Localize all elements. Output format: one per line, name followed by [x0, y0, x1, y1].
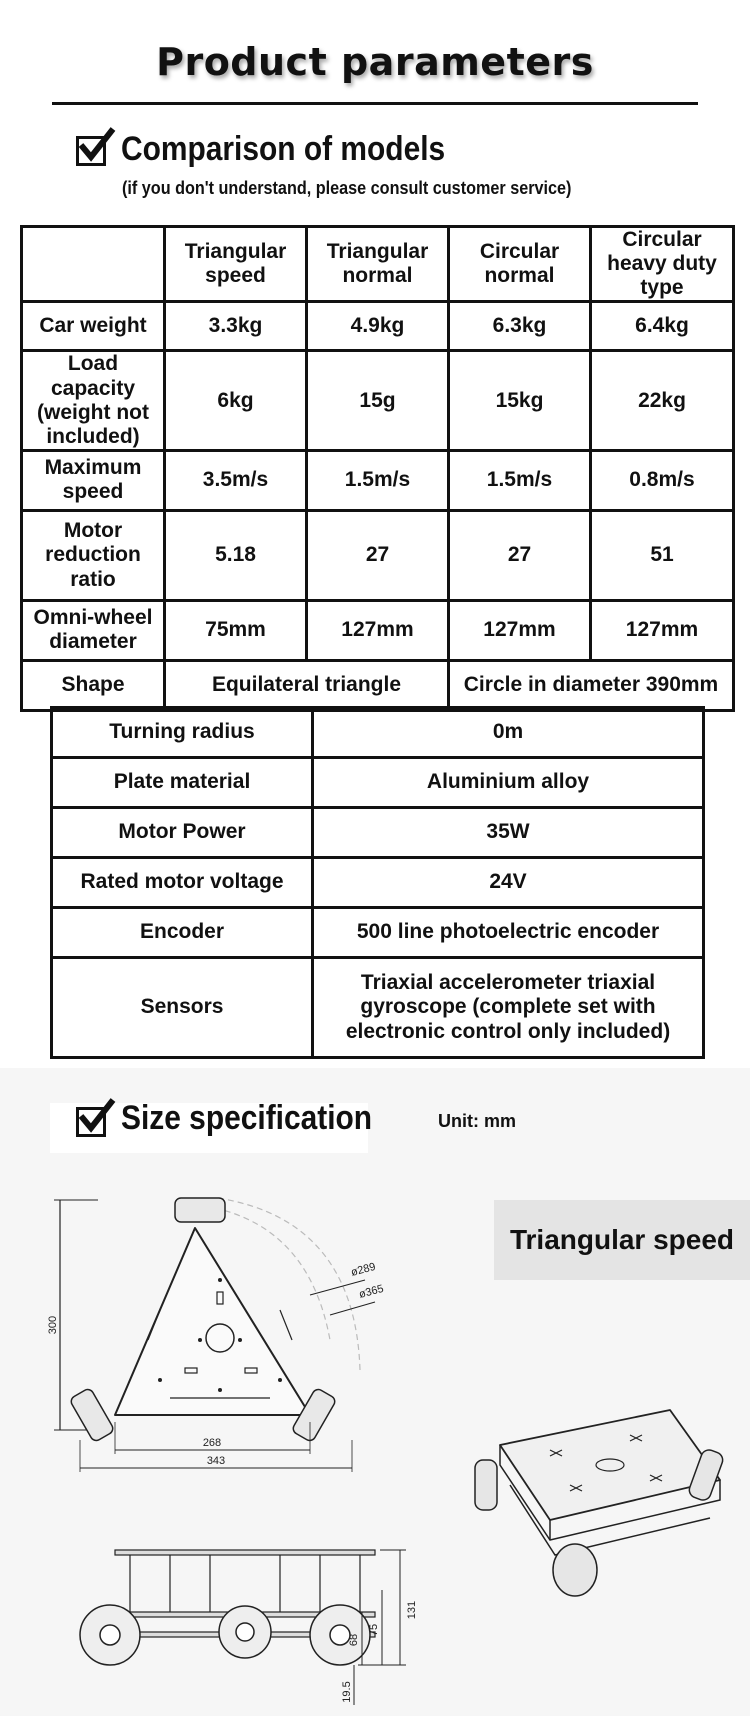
spec-label: Sensors	[52, 958, 313, 1058]
comparison-table	[20, 225, 735, 712]
unit-label: Unit: mm	[438, 1111, 516, 1131]
table-row	[52, 758, 704, 808]
cell: 15kg	[449, 351, 591, 451]
cell: 5.18	[165, 510, 307, 600]
table-row	[22, 450, 734, 510]
row-label: Car weight	[22, 302, 165, 351]
cell: 127mm	[449, 600, 591, 660]
spec-label: Encoder	[52, 908, 313, 958]
table-row	[52, 708, 704, 758]
cell: 127mm	[307, 600, 449, 660]
table-row	[52, 958, 704, 1058]
spec-value: Triaxial accelerometer triaxial gyroscope (complete set with electronic control only included)	[313, 958, 704, 1058]
row-label: Omni-wheel diameter	[22, 600, 165, 660]
size-heading: Size specification	[121, 1099, 373, 1137]
cell: 3.3kg	[165, 302, 307, 351]
header-cell-empty	[22, 227, 165, 302]
spec-value: 24V	[313, 858, 704, 908]
cell: 127mm	[591, 600, 734, 660]
spec-label: Motor Power	[52, 808, 313, 858]
spec-value: 35W	[313, 808, 704, 858]
spec-label: Rated motor voltage	[52, 858, 313, 908]
table-row	[52, 808, 704, 858]
spec-label: Plate material	[52, 758, 313, 808]
spec-value: 0m	[313, 708, 704, 758]
row-label: Motor reduction ratio	[22, 510, 165, 600]
table-header-row	[22, 227, 734, 302]
page-title: Product parameters	[156, 40, 594, 84]
spec-label: Turning radius	[52, 708, 313, 758]
table-row	[22, 351, 734, 451]
spec-value: 500 line photoelectric encoder	[313, 908, 704, 958]
specs-table	[50, 706, 705, 1059]
dim-outer-width: 343	[206, 1455, 226, 1467]
header-cell: Triangular normal	[307, 227, 449, 302]
perspective-drawing	[470, 1390, 740, 1610]
cell: 27	[449, 510, 591, 600]
row-label: Shape	[22, 660, 165, 710]
table-row	[52, 908, 704, 958]
dim-side-total: 131	[406, 1600, 418, 1620]
cell: 75mm	[165, 600, 307, 660]
checkbox-checked-icon	[76, 1107, 106, 1137]
dim-side-mid: 75	[368, 1623, 380, 1637]
comparison-note: (if you don't understand, please consult customer service)	[122, 178, 572, 198]
cell: 15g	[307, 351, 449, 451]
cell: 6.3kg	[449, 302, 591, 351]
dim-inner-width: 268	[202, 1437, 222, 1449]
dim-height: 300	[47, 1315, 59, 1335]
table-row	[22, 302, 734, 351]
title-divider	[52, 102, 698, 105]
cell: 3.5m/s	[165, 450, 307, 510]
spec-value: Aluminium alloy	[313, 758, 704, 808]
table-row	[52, 858, 704, 908]
table-row	[22, 510, 734, 600]
dim-dia-outer: ø365	[357, 1282, 386, 1301]
row-label: Load capacity (weight not included)	[22, 351, 165, 451]
side-view-drawing	[70, 1540, 450, 1710]
cell: 4.9kg	[307, 302, 449, 351]
dim-dia-inner: ø289	[349, 1260, 378, 1279]
header-cell: Circular normal	[449, 227, 591, 302]
top-view-drawing	[40, 1190, 460, 1520]
cell: 1.5m/s	[449, 450, 591, 510]
cell-shape-circle: Circle in diameter 390mm	[449, 660, 734, 710]
cell: 0.8m/s	[591, 450, 734, 510]
table-row	[22, 660, 734, 710]
checkbox-checked-icon	[76, 136, 106, 166]
cell: 22kg	[591, 351, 734, 451]
table-row	[22, 600, 734, 660]
dim-side-low: 68	[348, 1633, 360, 1647]
cell-shape-triangle: Equilateral triangle	[165, 660, 449, 710]
cell: 51	[591, 510, 734, 600]
cell: 6kg	[165, 351, 307, 451]
comparison-heading: Comparison of models	[121, 130, 446, 168]
cell: 6.4kg	[591, 302, 734, 351]
cell: 1.5m/s	[307, 450, 449, 510]
variant-label: Triangular speed	[494, 1200, 750, 1280]
row-label: Maximum speed	[22, 450, 165, 510]
dim-side-clear: 19.5	[341, 1681, 353, 1703]
header-cell: Triangular speed	[165, 227, 307, 302]
header-cell: Circular heavy duty type	[591, 227, 734, 302]
cell: 27	[307, 510, 449, 600]
